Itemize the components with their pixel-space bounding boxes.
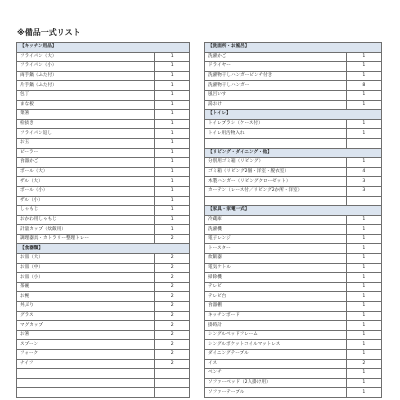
item-row	[17, 52, 190, 62]
item-name: ピーラー	[17, 148, 155, 158]
item-row	[17, 282, 190, 292]
item-row	[205, 244, 382, 254]
item-name: 洗濯かご	[205, 52, 347, 62]
item-quantity: 8	[346, 81, 381, 91]
item-row	[205, 282, 382, 292]
item-quantity: 1	[155, 206, 190, 216]
item-quantity: 1	[346, 340, 381, 350]
item-quantity: 1	[346, 215, 381, 225]
item-row	[17, 186, 190, 196]
item-row	[205, 196, 382, 206]
item-name: フライパン返し	[17, 129, 155, 139]
item-name: 両手鍋（ふた付）	[17, 71, 155, 81]
item-row	[17, 302, 190, 312]
item-quantity: 1	[155, 215, 190, 225]
item-quantity: 1	[155, 138, 190, 148]
item-name: ダイニングテーブル	[205, 350, 347, 360]
category-header: 【食器類】	[17, 244, 190, 254]
item-name: しゃもじ	[17, 206, 155, 216]
item-row	[17, 311, 190, 321]
item-name: 湯おけ	[205, 100, 347, 110]
category-header-row	[17, 43, 190, 53]
item-name: 風呂いす	[205, 90, 347, 100]
item-name: ゴミ箱（リビング2個・洋室・脱衣室）	[205, 167, 347, 177]
item-quantity: 3	[346, 186, 381, 196]
item-name: ナイフ	[17, 359, 155, 369]
item-row	[205, 62, 382, 72]
item-row	[205, 263, 382, 273]
right-inventory-table	[204, 42, 382, 398]
item-row	[205, 225, 382, 235]
item-name: 調理器具・カトラリー整理トレー	[17, 234, 155, 244]
category-header: 【家具・家電一式】	[205, 206, 382, 216]
item-name: ソファーベッド（2人掛け用）	[205, 378, 347, 388]
item-name: イス	[205, 359, 347, 369]
item-name: 菜箸	[17, 110, 155, 120]
item-row	[205, 119, 382, 129]
item-quantity: 2	[346, 359, 381, 369]
item-row	[17, 254, 190, 264]
item-name: ベンチ	[205, 369, 347, 379]
item-row	[17, 62, 190, 72]
item-name: おかわ用しゃもじ	[17, 215, 155, 225]
item-row	[205, 359, 382, 369]
item-quantity	[155, 388, 190, 398]
item-name: フォーク	[17, 350, 155, 360]
item-quantity: 2	[155, 330, 190, 340]
item-row	[205, 388, 382, 398]
item-quantity: 1	[346, 273, 381, 283]
item-row	[17, 71, 190, 81]
item-quantity: 1	[155, 119, 190, 129]
item-quantity: 1	[346, 129, 381, 139]
category-header: 【キッチン用品】	[17, 43, 190, 53]
item-row	[205, 292, 382, 302]
item-name: 片手鍋（ふた付）	[17, 81, 155, 91]
item-name: グラス	[17, 311, 155, 321]
item-quantity: 1	[346, 330, 381, 340]
item-name: 洗濯物干しハンガーピンチ付き	[205, 71, 347, 81]
item-row	[17, 81, 190, 91]
item-row	[17, 234, 190, 244]
item-row	[17, 196, 190, 206]
item-quantity: 1	[346, 254, 381, 264]
category-header-row	[205, 206, 382, 216]
item-quantity: 2	[155, 321, 190, 331]
item-quantity: 1	[155, 177, 190, 187]
item-row	[17, 340, 190, 350]
item-row	[205, 369, 382, 379]
item-row	[205, 254, 382, 264]
item-quantity: 1	[346, 52, 381, 62]
item-quantity: 3	[346, 177, 381, 187]
item-row	[17, 388, 190, 398]
item-name: トースター	[205, 244, 347, 254]
item-row	[17, 263, 190, 273]
item-quantity: 1	[346, 302, 381, 312]
item-name: 炊飯器	[205, 254, 347, 264]
item-quantity: 1	[155, 129, 190, 139]
item-row	[205, 302, 382, 312]
item-row	[205, 273, 382, 283]
item-row	[17, 110, 190, 120]
item-quantity: 1	[346, 282, 381, 292]
item-row	[17, 350, 190, 360]
item-name: 掛時計	[205, 321, 347, 331]
item-row	[205, 177, 382, 187]
item-name: シングルポケットコイルマットレス	[205, 340, 347, 350]
item-quantity: 1	[346, 311, 381, 321]
item-name: ザル（小）	[17, 196, 155, 206]
item-name: ザル（大）	[17, 177, 155, 187]
item-quantity	[346, 196, 381, 206]
item-row	[17, 167, 190, 177]
item-quantity: 1	[155, 52, 190, 62]
category-header-row	[205, 148, 382, 158]
item-name: お皿（小）	[17, 273, 155, 283]
item-row	[205, 100, 382, 110]
category-header-row	[205, 110, 382, 120]
item-quantity	[155, 369, 190, 379]
item-quantity: 1	[155, 100, 190, 110]
category-header-row	[17, 244, 190, 254]
item-name: シングルベッドフレーム	[205, 330, 347, 340]
item-quantity: 2	[155, 273, 190, 283]
item-row	[17, 90, 190, 100]
item-quantity: 1	[346, 119, 381, 129]
item-quantity: 1	[155, 196, 190, 206]
item-row	[205, 167, 382, 177]
item-name: 洗濯機	[205, 225, 347, 235]
item-name: 洗濯物干しハンガー	[205, 81, 347, 91]
item-name: フライパン（大）	[17, 52, 155, 62]
item-quantity: 2	[155, 263, 190, 273]
item-quantity: 2	[155, 302, 190, 312]
item-name: 掃除機	[205, 273, 347, 283]
item-name: カーテン（レース付／リビング2か所・洋室）	[205, 186, 347, 196]
item-name: ソファーテーブル	[205, 388, 347, 398]
item-name: 分別用ゴミ箱（リビング）	[205, 158, 347, 168]
item-quantity: 1	[155, 148, 190, 158]
item-row	[205, 311, 382, 321]
item-quantity: 1	[346, 62, 381, 72]
item-row	[205, 350, 382, 360]
item-quantity: 1	[346, 292, 381, 302]
item-row	[205, 90, 382, 100]
item-row	[205, 378, 382, 388]
item-row	[17, 206, 190, 216]
item-row	[17, 330, 190, 340]
item-row	[205, 215, 382, 225]
item-name: お箸	[17, 330, 155, 340]
item-quantity: 2	[155, 350, 190, 360]
item-name: まな板	[17, 100, 155, 110]
item-row	[17, 215, 190, 225]
item-quantity: 1	[346, 388, 381, 398]
item-quantity: 1	[346, 350, 381, 360]
item-name: 電子レンジ	[205, 234, 347, 244]
item-name: 食器棚	[205, 302, 347, 312]
item-name: テレビ	[205, 282, 347, 292]
item-quantity: 1	[155, 71, 190, 81]
item-name: 丼ぶり	[17, 302, 155, 312]
item-name: 電気ケトル	[205, 263, 347, 273]
item-name: マグカップ	[17, 321, 155, 331]
item-quantity: 2	[155, 254, 190, 264]
item-quantity: 2	[155, 282, 190, 292]
item-name: ボール（小）	[17, 186, 155, 196]
item-name: お椀	[17, 292, 155, 302]
item-row	[17, 177, 190, 187]
item-row	[205, 81, 382, 91]
item-quantity: 1	[346, 225, 381, 235]
item-name: 茶碗	[17, 282, 155, 292]
item-name: お玉	[17, 138, 155, 148]
item-name: トイレブラシ（ケース付）	[205, 119, 347, 129]
item-name	[205, 138, 347, 148]
item-quantity: 1	[346, 244, 381, 254]
item-quantity: 1	[346, 71, 381, 81]
item-row	[205, 129, 382, 139]
item-quantity: 1	[155, 186, 190, 196]
item-quantity: 1	[346, 100, 381, 110]
item-quantity: 1	[346, 234, 381, 244]
item-row	[205, 340, 382, 350]
item-row	[17, 148, 190, 158]
item-name: ボール（大）	[17, 167, 155, 177]
item-name	[17, 369, 155, 379]
item-quantity	[346, 138, 381, 148]
item-quantity	[155, 378, 190, 388]
item-quantity: 1	[346, 369, 381, 379]
item-quantity: 1	[155, 62, 190, 72]
item-quantity: 2	[155, 340, 190, 350]
left-inventory-table	[16, 42, 190, 398]
item-name: お皿（大）	[17, 254, 155, 264]
item-name: キッチンボード	[205, 311, 347, 321]
item-quantity: 1	[346, 158, 381, 168]
item-quantity: 1	[346, 90, 381, 100]
item-quantity: 1	[155, 90, 190, 100]
item-name: 木製ハンガー（リビングクローゼット）	[205, 177, 347, 187]
item-quantity: 2	[155, 359, 190, 369]
item-name: テレビ台	[205, 292, 347, 302]
item-name: 計量カップ（炊飯用）	[17, 225, 155, 235]
item-quantity: 1	[346, 321, 381, 331]
category-header: 【リビング・ダイニング・他】	[205, 148, 382, 158]
item-row	[17, 292, 190, 302]
item-quantity: 1	[346, 263, 381, 273]
item-quantity: 1	[155, 225, 190, 235]
item-row	[17, 138, 190, 148]
item-quantity: 1	[155, 81, 190, 91]
item-row	[205, 138, 382, 148]
item-row	[17, 119, 190, 129]
item-quantity: 2	[155, 311, 190, 321]
item-quantity: 1	[346, 378, 381, 388]
category-header: 【洗面所・お風呂】	[205, 43, 382, 53]
item-row	[205, 71, 382, 81]
item-name	[205, 196, 347, 206]
item-quantity: 1	[155, 158, 190, 168]
item-name: 食器かご	[17, 158, 155, 168]
page-title: ※備品一式リスト	[17, 28, 81, 37]
item-row	[17, 321, 190, 331]
item-row	[205, 330, 382, 340]
item-row	[17, 158, 190, 168]
item-name: ドライヤー	[205, 62, 347, 72]
item-row	[17, 225, 190, 235]
item-name: 包丁	[17, 90, 155, 100]
item-quantity: 2	[155, 292, 190, 302]
item-name: トイレ用汚物入れ	[205, 129, 347, 139]
item-row	[17, 100, 190, 110]
item-quantity: 1	[155, 167, 190, 177]
item-quantity: 2	[155, 234, 190, 244]
item-name	[17, 388, 155, 398]
item-name: 栓抜き	[17, 119, 155, 129]
item-name: 冷蔵庫	[205, 215, 347, 225]
item-row	[205, 321, 382, 331]
item-row	[205, 234, 382, 244]
category-header-row	[205, 43, 382, 53]
item-row	[205, 186, 382, 196]
item-name: お皿（中）	[17, 263, 155, 273]
item-row	[17, 273, 190, 283]
item-row	[205, 52, 382, 62]
category-header: 【トイレ】	[205, 110, 382, 120]
item-row	[17, 378, 190, 388]
item-quantity: 1	[155, 110, 190, 120]
item-quantity: 4	[346, 167, 381, 177]
item-row	[17, 369, 190, 379]
item-row	[205, 158, 382, 168]
item-name: フライパン（小）	[17, 62, 155, 72]
item-name	[17, 378, 155, 388]
item-row	[17, 359, 190, 369]
item-row	[17, 129, 190, 139]
item-name: スプーン	[17, 340, 155, 350]
